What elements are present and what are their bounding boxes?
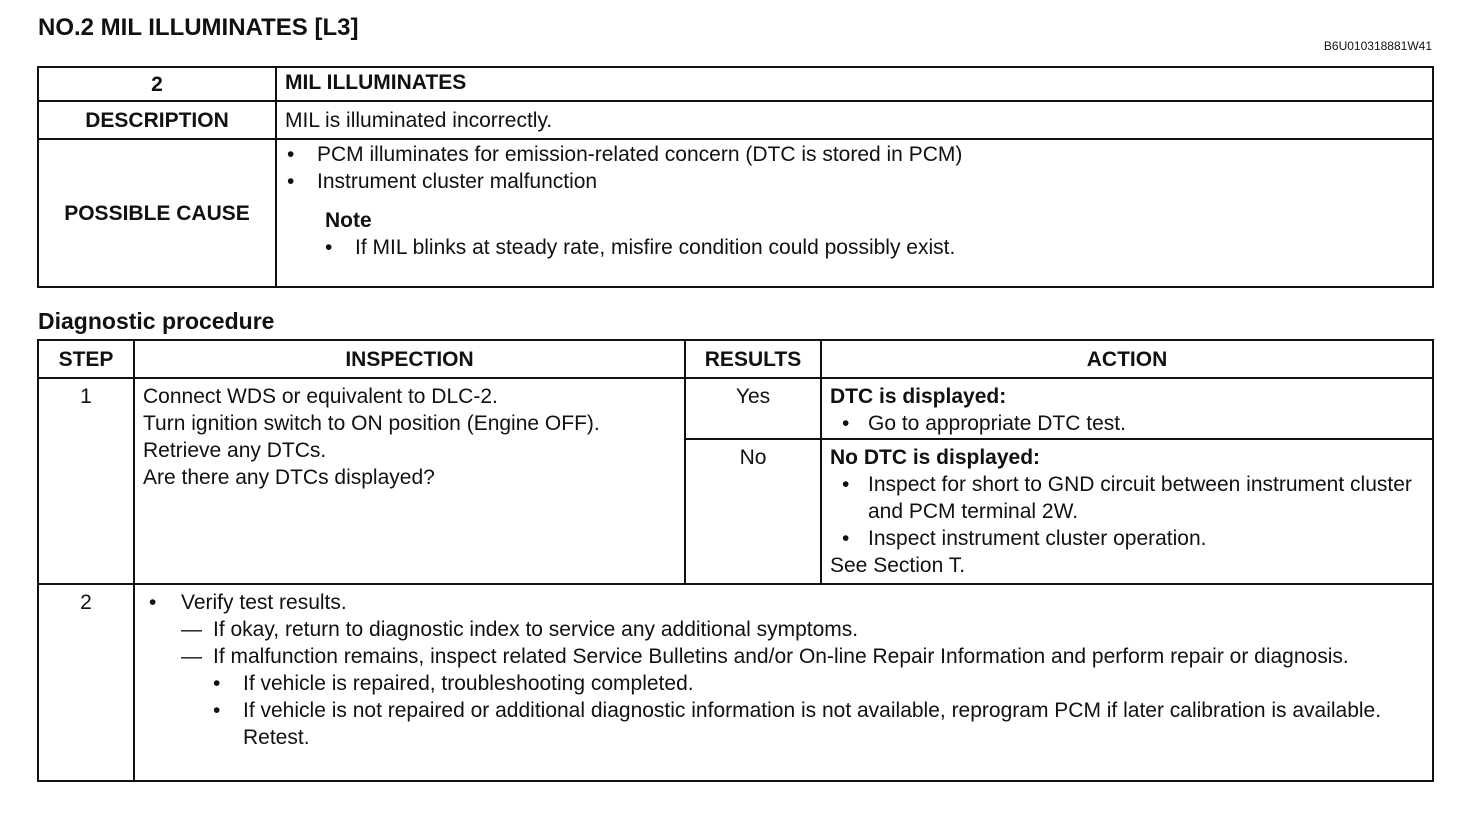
page-title: NO.2 MIL ILLUMINATES [L3] — [38, 14, 359, 41]
action-heading: No DTC is displayed: — [830, 446, 1041, 469]
description-row — [38, 101, 1433, 139]
action-list — [830, 471, 1431, 552]
result-no: No — [685, 439, 821, 584]
action-no — [821, 439, 1433, 584]
step-2-inspection — [134, 584, 1433, 781]
column-header-inspection: INSPECTION — [134, 340, 685, 378]
dash-item — [135, 643, 1431, 670]
action-list — [830, 410, 1431, 437]
column-header-step: STEP — [38, 340, 134, 378]
column-header-results: RESULTS — [685, 340, 821, 378]
result-yes: Yes — [685, 378, 821, 439]
possible-cause-cell — [276, 139, 1433, 287]
diagnostic-procedure-table — [37, 339, 1434, 782]
column-header-action: ACTION — [821, 340, 1433, 378]
note-list — [325, 234, 1431, 261]
inspection-line: Turn ignition switch to ON position (Engine OFF). — [143, 412, 600, 435]
dash-list — [135, 616, 1431, 670]
document-id: B6U010318881W41 — [1323, 39, 1432, 53]
action-item: • Inspect instrument cluster operation. — [830, 525, 1431, 552]
procedure-header-row — [38, 340, 1433, 378]
symptom-heading: MIL ILLUMINATES — [276, 67, 1433, 101]
cause-list — [277, 141, 1431, 195]
action-item: • Go to appropriate DTC test. — [830, 410, 1431, 437]
possible-cause-label: POSSIBLE CAUSE — [38, 139, 276, 287]
description-text: MIL is illuminated incorrectly. — [276, 101, 1433, 139]
procedure-title: Diagnostic procedure — [38, 308, 275, 334]
cause-item: • PCM illuminates for emission-related concern (DTC is stored in PCM) — [277, 141, 1431, 168]
action-heading: DTC is displayed: — [830, 385, 1007, 408]
step-1-yes-row — [38, 378, 1433, 439]
action-yes — [821, 378, 1433, 439]
dash-mark: — — [181, 618, 202, 641]
note-label: Note — [325, 209, 372, 232]
sub-bullet-item: • If vehicle is not repaired or additional diagnostic information is not available, reprogram PCM if later calibration is available. Retest. — [135, 697, 1431, 751]
summary-header-row — [38, 67, 1433, 101]
sub-bullet-item: • If vehicle is repaired, troubleshooting completed. — [135, 670, 1431, 697]
description-label: DESCRIPTION — [38, 101, 276, 139]
step-number: 1 — [38, 378, 134, 584]
verify-list — [135, 589, 1431, 616]
dash-mark: — — [181, 645, 202, 668]
inspection-line: Retrieve any DTCs. — [143, 439, 327, 462]
note-box — [325, 207, 1431, 261]
symptom-summary-table — [37, 66, 1434, 288]
sub-bullet-list — [135, 670, 1431, 751]
symptom-number: 2 — [38, 67, 276, 101]
inspection-line: Connect WDS or equivalent to DLC-2. — [143, 385, 498, 408]
action-footer: See Section T. — [830, 554, 966, 577]
possible-cause-row — [38, 139, 1433, 287]
step-2-row — [38, 584, 1433, 781]
dash-text: If malfunction remains, inspect related Service Bulletins and/or On-line Repair Information and perform repair or diagnosis. — [213, 645, 1349, 668]
cause-item: • Instrument cluster malfunction — [277, 168, 1431, 195]
action-item: • Inspect for short to GND circuit between instrument cluster and PCM terminal 2W. — [830, 471, 1431, 525]
dash-text: If okay, return to diagnostic index to service any additional symptoms. — [213, 618, 859, 641]
verify-item: • Verify test results. — [135, 589, 1431, 616]
note-item: • If MIL blinks at steady rate, misfire condition could possibly exist. — [325, 234, 1431, 261]
inspection-line: Are there any DTCs displayed? — [143, 466, 435, 489]
step-1-inspection — [134, 378, 685, 584]
dash-item — [135, 616, 1431, 643]
step-number: 2 — [38, 584, 134, 781]
